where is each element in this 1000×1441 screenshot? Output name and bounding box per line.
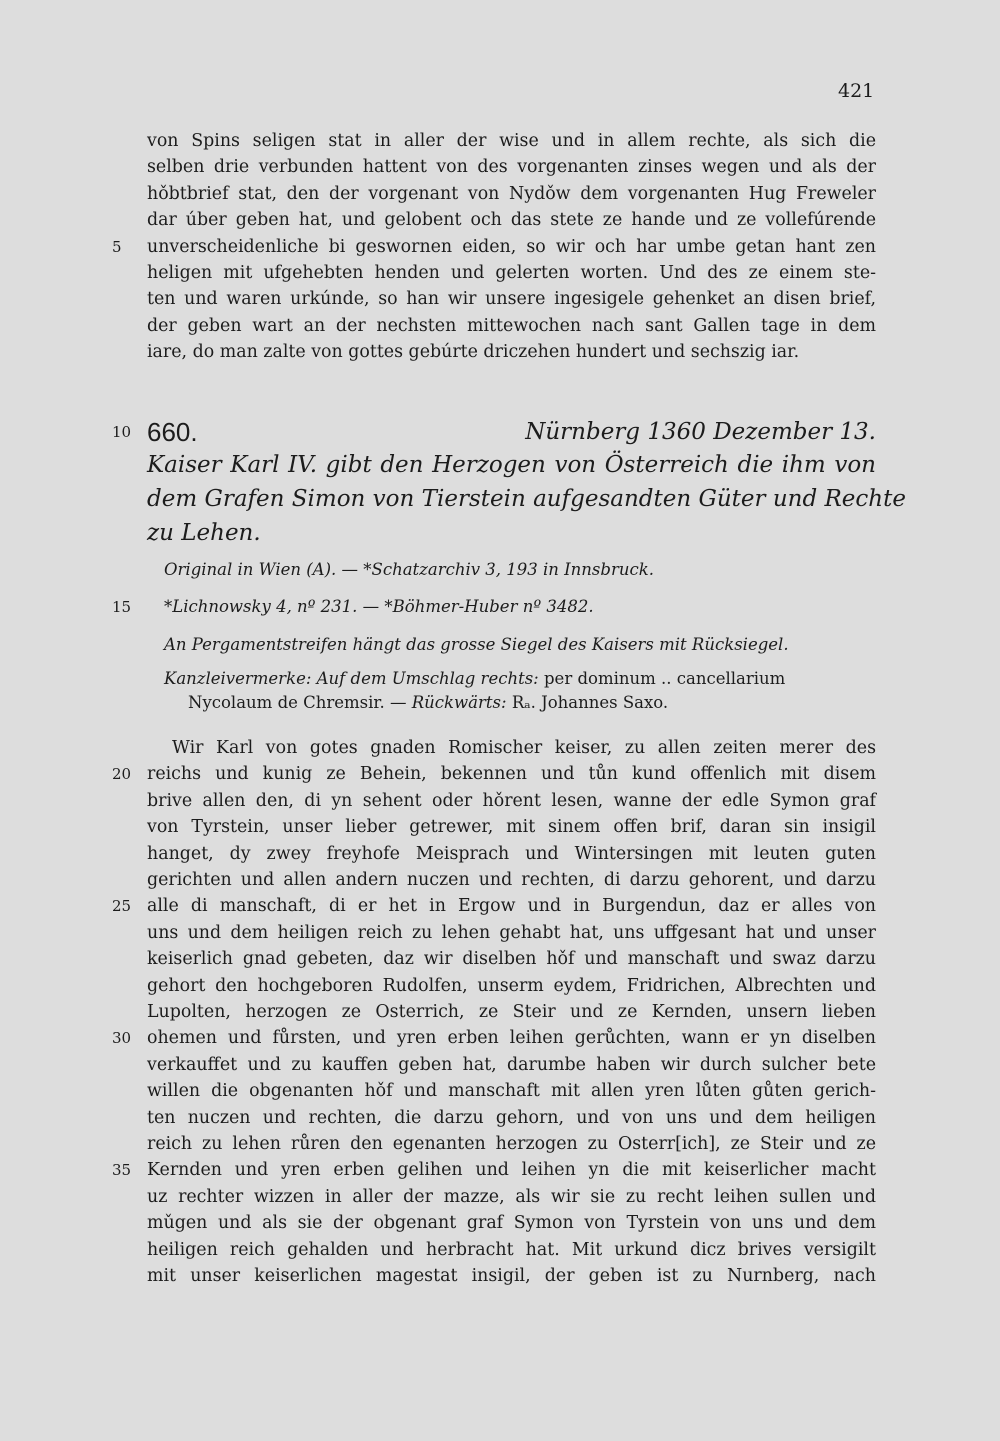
line-number: 15 bbox=[112, 598, 132, 616]
document-number: 660. bbox=[147, 417, 198, 447]
note-seal: An Pergamentstreifen hängt das grosse Siegel des Kaisers mit Rücksiegel. bbox=[164, 635, 789, 654]
text-line: ten und waren urkúnde, so han wir unsere ingesigele gehenket an disen brief, bbox=[147, 289, 876, 310]
chancery-text: Nycolaum de Chremsir. bbox=[188, 693, 385, 712]
chancery-text: per dominum .. cancellarium bbox=[544, 669, 786, 688]
text-line: uz rechter wizzen in aller der mazze, als wir sie zu recht leihen sullen und bbox=[147, 1186, 876, 1207]
back-text: Rₐ. Johannes Saxo. bbox=[511, 693, 669, 712]
line-number: 10 bbox=[112, 423, 132, 441]
text-line: Wir Karl von gotes gnaden Romischer keiser, zu allen zeiten merer des bbox=[172, 738, 876, 758]
text-line: von Tyrstein, unser lieber getrewer, mit sinem offen brif, daran sin insigil bbox=[147, 817, 876, 838]
note-original: Original in Wien (A). — *Schatzarchiv 3, 193 in Innsbruck. bbox=[164, 560, 654, 579]
page-number: 421 bbox=[838, 80, 875, 102]
regest-line: Kaiser Karl IV. gibt den Herzogen von Österreich die ihm von bbox=[147, 452, 876, 478]
place-date: Nürnberg 1360 Dezember 13. bbox=[525, 419, 876, 445]
text-line: der geben wart an der nechsten mittewochen nach sant Gallen tage in dem bbox=[147, 315, 876, 336]
text-line: mǔgen und als sie der obgenant graf Symon von Tyrstein von uns und dem bbox=[147, 1213, 876, 1234]
text-line: heligen mit ufgehebten henden und gelerten worten. Und des ze einem ste- bbox=[147, 263, 876, 283]
text-line: Kernden und yren erben gelihen und leihen yn die mit keiserlicher macht bbox=[147, 1160, 876, 1181]
text-line: gehort den hochgeboren Rudolfen, unserm eydem, Fridrichen, Albrechten und bbox=[147, 975, 876, 996]
text-line: mit unser keiserlichen magestat insigil, der geben ist zu Nurnberg, nach bbox=[147, 1266, 876, 1286]
regest-line: dem Grafen Simon von Tierstein aufgesandten Güter und Rechte bbox=[147, 486, 906, 512]
text-line: keiserlich gnad gebeten, daz wir diselben hǒf und manschaft und swaz darzu bbox=[147, 949, 876, 970]
text-line: alle di manschaft, di er het in Ergow und in Burgendun, daz er alles von bbox=[147, 896, 876, 917]
text-line: willen die obgenanten hǒf und manschaft mit allen yren lůten gůten gerich- bbox=[147, 1081, 876, 1102]
back-label: — Rückwärts: bbox=[390, 693, 507, 712]
text-line: ten nuczen und rechten, die darzu gehorn, und von uns und dem heiligen bbox=[147, 1107, 876, 1128]
text-line: hǒbtbrief stat, den der vorgenant von Nydǒw dem vorgenanten Hug Freweler bbox=[147, 183, 876, 204]
regest-line: zu Lehen. bbox=[147, 520, 261, 546]
line-number: 30 bbox=[112, 1029, 132, 1048]
text-line: Lupolten, herzogen ze Osterrich, ze Steir und ze Kernden, unsern lieben bbox=[147, 1002, 876, 1022]
note-chancery-cont bbox=[188, 690, 668, 716]
text-line: gerichten und allen andern nuczen und rechten, di darzu gehorent, und darzu bbox=[147, 870, 876, 890]
text-line: dar úber geben hat, und gelobent och das stete ze hande und ze vollefúrende bbox=[147, 210, 876, 231]
line-number: 35 bbox=[112, 1161, 132, 1180]
text-line: heiligen reich gehalden und herbracht hat. Mit urkund dicz brives versigilt bbox=[147, 1239, 876, 1260]
text-line: uns und dem heiligen reich zu lehen gehabt hat, uns uffgesant hat und unser bbox=[147, 922, 876, 943]
note-print: *Lichnowsky 4, nº 231. — *Böhmer-Huber nº 3482. bbox=[164, 597, 594, 616]
line-number: 5 bbox=[112, 237, 122, 256]
text-line: reich zu lehen růren den egenanten herzogen zu Osterr[ich], ze Steir und ze bbox=[147, 1134, 876, 1154]
text-line: verkauffet und zu kauffen geben hat, darumbe haben wir durch sulcher bete bbox=[147, 1054, 876, 1075]
text-line: brive allen den, di yn sehent oder hǒrent lesen, wanne der edle Symon graf bbox=[147, 790, 876, 811]
chancery-label: Kanzleivermerke: Auf dem Umschlag rechts: bbox=[164, 669, 539, 688]
text-line: von Spins seligen stat in aller der wise und in allem rechte, als sich die bbox=[147, 131, 876, 151]
note-chancery bbox=[164, 666, 785, 692]
document-heading bbox=[147, 414, 876, 450]
text-line: ohemen und fůrsten, und yren erben leihen gerůchten, wann er yn diselben bbox=[147, 1028, 876, 1049]
text-line: hanget, dy zwey freyhofe Meisprach und Wintersingen mit leuten guten bbox=[147, 843, 876, 864]
text-line: selben drie verbunden hattent von des vorgenanten zinses wegen und als der bbox=[147, 157, 876, 178]
text-line: iare, do man zalte von gottes gebúrte driczehen hundert und sechszig iar. bbox=[147, 342, 800, 363]
text-line: unverscheidenliche bi geswornen eiden, so wir och har umbe getan hant zen bbox=[147, 236, 876, 257]
line-number: 20 bbox=[112, 765, 132, 784]
text-line: reichs und kunig ze Behein, bekennen und tůn kund offenlich mit disem bbox=[147, 764, 876, 785]
line-number: 25 bbox=[112, 897, 132, 916]
